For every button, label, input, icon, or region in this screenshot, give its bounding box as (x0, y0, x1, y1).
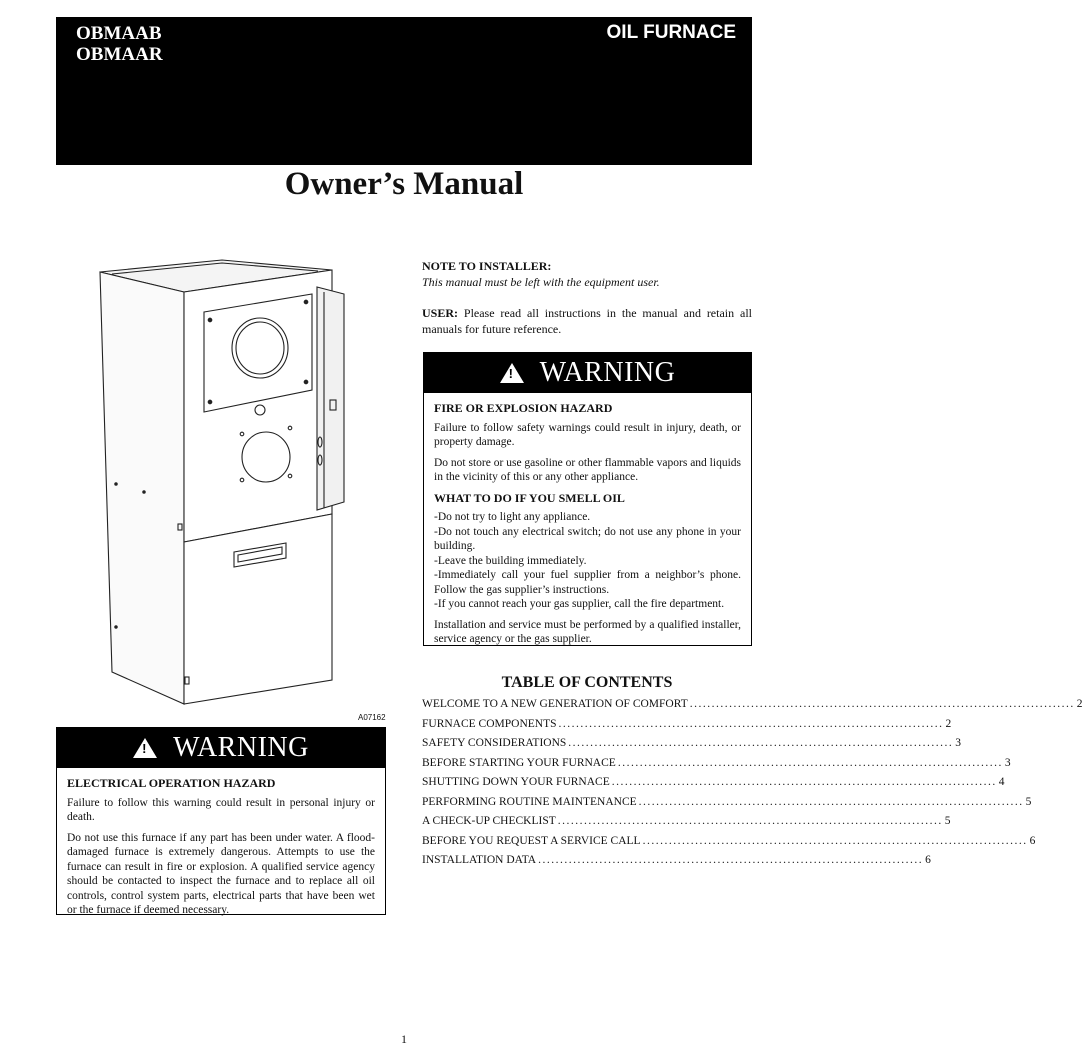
warning-paragraph: Do not store or use gasoline or other flammable vapors and liquids in the vicinity of this or any other appliance. (434, 456, 741, 483)
toc-entry-label: A CHECK-UP CHECKLIST (422, 815, 556, 827)
product-name: OIL FURNACE (606, 22, 736, 43)
toc-entry-page: 3 (1004, 756, 1011, 769)
toc-entry-page: 5 (1025, 795, 1032, 808)
toc-entry[interactable] (422, 698, 1083, 718)
user-note (422, 305, 752, 337)
toc-leader: ........................................................................................ (568, 737, 954, 749)
warning-step: -Immediately call your fuel supplier from a neighbor’s phone. Follow the gas supplier’s instructions. (434, 569, 741, 596)
toc-leader: ........................................................................................ (638, 795, 1024, 808)
warning-paragraph: Installation and service must be performed by a qualified installer, service agency or the gas supplier. (434, 618, 741, 645)
user-note-text: Please read all instructions in the manual and retain all manuals for future reference. (422, 306, 752, 336)
installer-note-heading: NOTE TO INSTALLER: (422, 259, 552, 273)
fire-hazard-warning (423, 352, 752, 646)
warning-paragraph: Do not use this furnace if any part has been under water. A flood-damaged furnace is extremely dangerous. Attempts to use the furnace can result in fire or explosion. A qualified service agency should be contacted to inspect the furnace and to replace all oil controls, control system parts, electrical parts that have been wet or the furnace if deemed necessary. (67, 831, 375, 916)
warning-triangle-icon (500, 363, 524, 383)
toc-entry[interactable] (422, 717, 952, 738)
toc-leader: ........................................................................................ (689, 698, 1075, 710)
toc-entry[interactable] (422, 795, 1032, 816)
warning-paragraph: Failure to follow safety warnings could result in injury, death, or property damage. (434, 421, 741, 448)
toc-entry-page: 2 (1076, 698, 1083, 710)
toc-entry-page: 5 (944, 815, 951, 827)
toc-entry-label: INSTALLATION DATA (422, 854, 537, 866)
toc-entry[interactable] (422, 815, 951, 835)
toc-leader: ........................................................................................ (558, 717, 944, 730)
warning-symbol: ! (508, 366, 513, 381)
warning-triangle-icon (133, 738, 157, 758)
toc-entry-label: BEFORE STARTING YOUR FURNACE (422, 756, 616, 769)
user-note-label: USER: (422, 306, 459, 320)
toc-entry-label: FURNACE COMPONENTS (422, 717, 557, 730)
installer-note-text: This manual must be left with the equipment user. (422, 275, 660, 289)
warning-body (424, 393, 751, 657)
toc-entry-label: SAFETY CONSIDERATIONS (422, 737, 567, 749)
toc-title: TABLE OF CONTENTS (501, 674, 673, 691)
warning-bar (57, 728, 385, 768)
toc-leader: ........................................................................................ (642, 834, 1028, 847)
table-of-contents (422, 674, 1083, 874)
toc-entry[interactable] (422, 776, 1005, 796)
warning-step: -Leave the building immediately. (434, 554, 587, 567)
toc-entry-page: 6 (925, 854, 931, 866)
warning-step: -If you cannot reach your gas supplier, call the fire department. (434, 598, 725, 610)
model-number-1: OBMAAB (76, 23, 162, 44)
document-title: Owner’s Manual (284, 166, 524, 202)
toc-entry[interactable] (422, 737, 962, 757)
toc-entry[interactable] (422, 756, 1011, 777)
toc-entry-label: BEFORE YOU REQUEST A SERVICE CALL (422, 834, 641, 847)
toc-leader: ........................................................................................ (538, 854, 924, 866)
header-banner (56, 17, 752, 165)
toc-entry-page: 3 (955, 737, 962, 749)
toc-entry-page: 6 (1029, 834, 1036, 847)
toc-entry-label: SHUTTING DOWN YOUR FURNACE (422, 776, 610, 788)
warning-heading: ELECTRICAL OPERATION HAZARD (67, 776, 276, 790)
installer-note (422, 258, 752, 290)
toc-entry[interactable] (422, 834, 1036, 855)
warning-word: WARNING (173, 732, 309, 763)
figure-id: A07162 (358, 713, 386, 722)
electrical-hazard-warning (56, 727, 386, 915)
warning-heading: FIRE OR EXPLOSION HAZARD (434, 401, 613, 415)
toc-entry-label: WELCOME TO A NEW GENERATION OF COMFORT (422, 698, 688, 710)
warning-step: -Do not touch any electrical switch; do not use any phone in your building. (434, 525, 741, 552)
page-number: 1 (401, 1032, 407, 1046)
toc-leader: ........................................................................................ (557, 815, 943, 827)
warning-paragraph: Failure to follow this warning could result in personal injury or death. (67, 796, 375, 823)
furnace-illustration (92, 252, 392, 712)
warning-step: -Do not try to light any appliance. (434, 511, 591, 523)
warning-symbol: ! (142, 741, 147, 756)
warning-subheading: WHAT TO DO IF YOU SMELL OIL (434, 490, 625, 505)
toc-leader: ........................................................................................ (611, 776, 997, 788)
toc-entry-page: 4 (998, 776, 1005, 788)
toc-entry-label: PERFORMING ROUTINE MAINTENANCE (422, 795, 637, 808)
model-numbers (76, 23, 163, 65)
toc-entry[interactable] (422, 854, 931, 874)
warning-body (57, 768, 385, 928)
warning-word: WARNING (539, 357, 676, 388)
warning-steps (434, 510, 741, 612)
model-number-2: OBMAAR (76, 44, 163, 65)
warning-bar (424, 353, 751, 393)
toc-leader: ........................................................................................ (617, 756, 1003, 769)
toc-entry-page: 2 (945, 717, 952, 730)
